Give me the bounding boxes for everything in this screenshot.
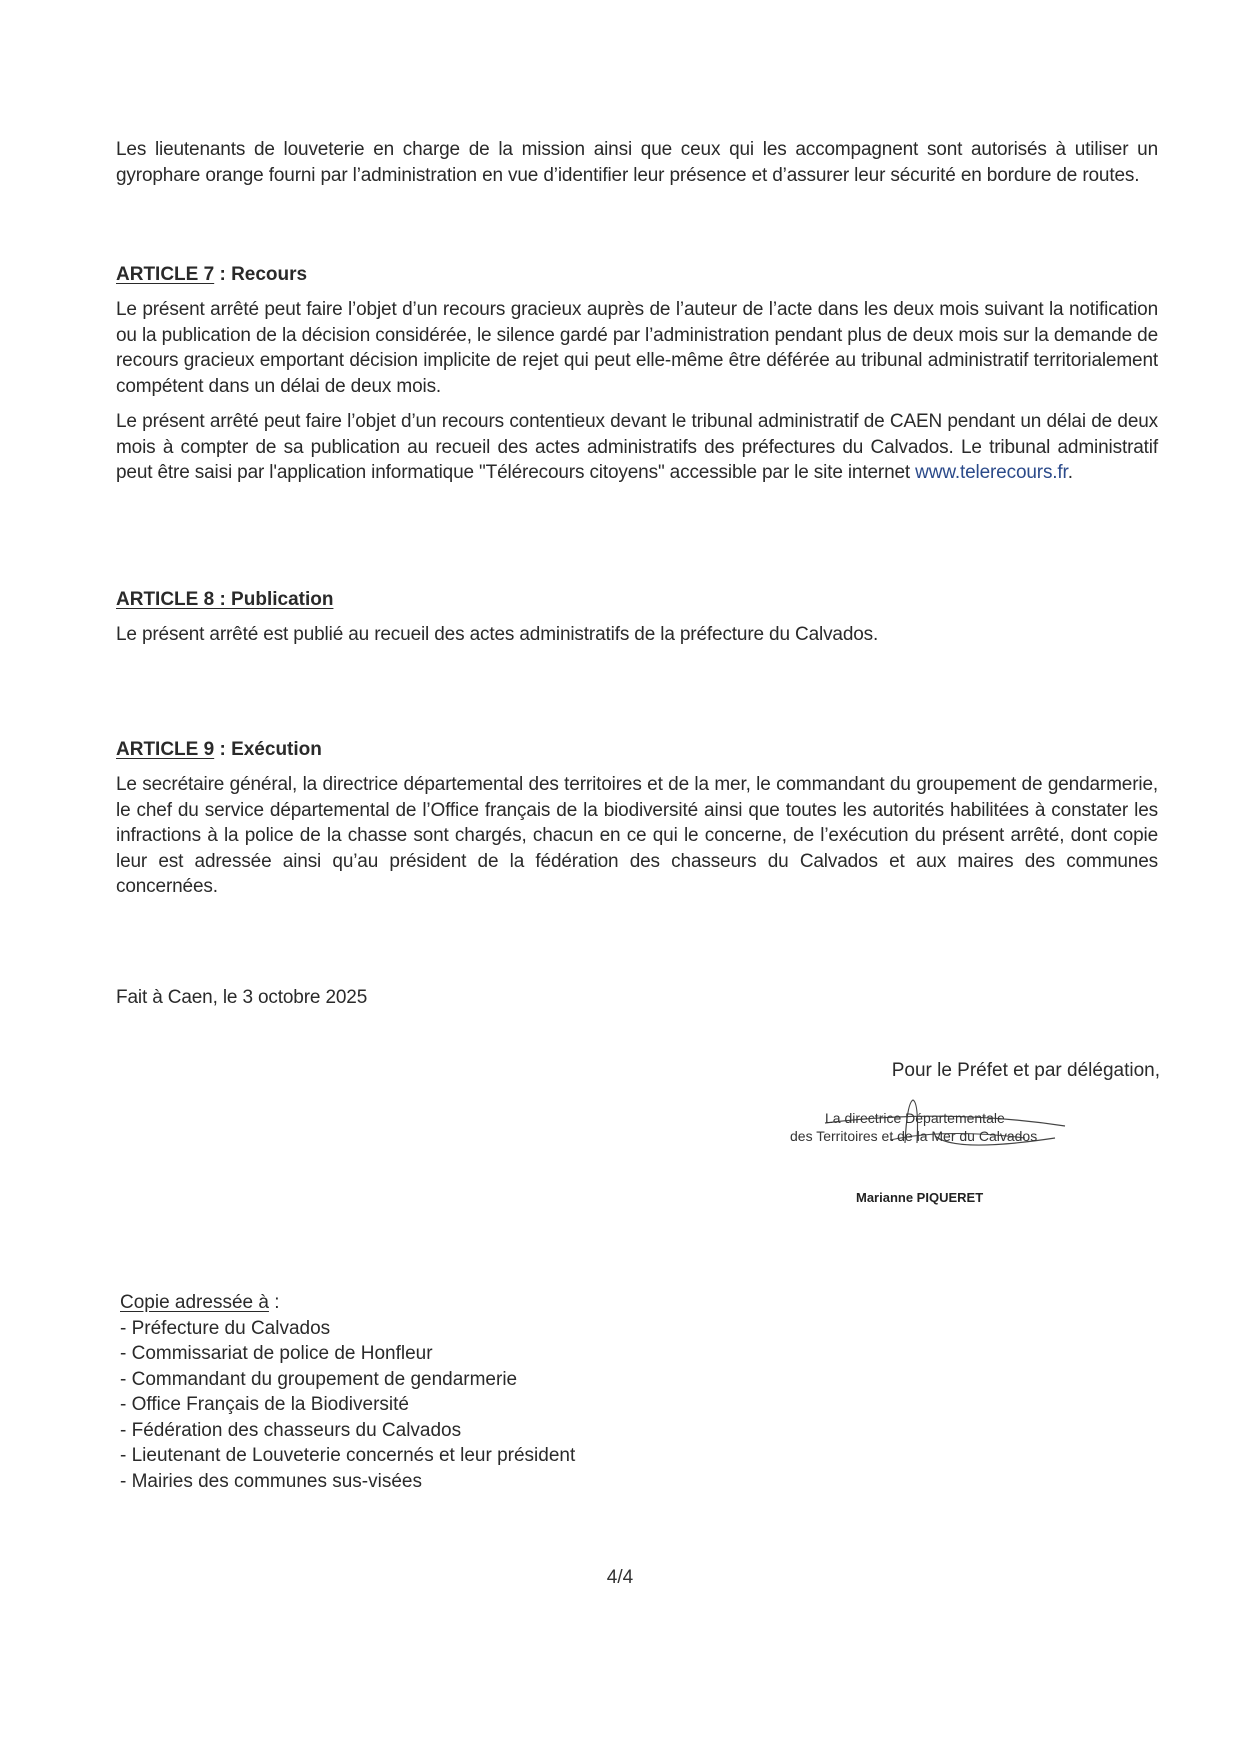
copy-recipient: - Préfecture du Calvados [120,1317,331,1339]
article-8-paragraph: Le présent arrêté est publié au recueil des actes administratifs de la préfecture du Calvados. [116,624,879,645]
stamp-line-1: La directrice Départementale [825,1110,1005,1126]
article-7-paragraph-1: Le présent arrêté peut faire l’objet d’un recours gracieux auprès de l’auteur de l’acte dans les deux mois suivant la notification ou la publication de la décision considérée, le silence gardé par l’administration pendant plus de deux mois sur la demande de recours gracieux emportant décision implicite de rejet qui peut elle-même être déférée au tribunal administratif territorialement compétent dans un délai de deux mois. [116,299,1158,397]
intro-paragraph: Les lieutenants de louveterie en charge de la mission ainsi que ceux qui les accompagnent sont autorisés à utiliser un gyrophare orange fourni par l’administration en vue d’identifier leur présence et d’assurer leur sécurité en bordure de routes. [116,139,1158,186]
copy-recipient: - Fédération des chasseurs du Calvados [120,1419,462,1441]
stamp-line-2: des Territoires et de la Mer du Calvados [790,1128,1038,1144]
article-9 [116,737,1158,900]
copies-title: Copie adressée à [120,1292,269,1313]
page-number: 4/4 [606,1567,634,1588]
article-7-title: : Recours [214,264,308,285]
article-8-heading [116,587,1158,612]
article-9-heading [116,737,1158,762]
intro-section [116,137,1158,188]
copies-title-suffix: : [268,1292,280,1313]
article-7-paragraph-2 [116,409,1158,486]
signature-block [780,1060,1160,1082]
article-8 [116,587,1158,648]
copy-recipient: - Mairies des communes sus-visées [120,1470,422,1492]
article-9-paragraph: Le secrétaire général, la directrice départemental des territoires et de la mer, le commandant du groupement de gendarmerie, le chef du service départemental de l’Office français de la biodiversité ainsi que toutes les autorités habilitées à constater les infractions à la police de la chasse sont chargés, chacun en ce qui le concerne, de l’exécution du présent arrêté, dont copie leur est adressée ainsi qu’au président de la fédération des chasseurs du Calvados et aux maires des communes concernées. [116,774,1158,897]
copy-recipient: - Office Français de la Biodiversité [120,1394,409,1415]
telerecours-link[interactable]: www.telerecours.fr [915,462,1068,483]
copy-recipient: - Lieutenant de Louveterie concernés et leur président [120,1445,576,1466]
article-7 [116,262,1158,486]
article-9-number: ARTICLE 9 [116,739,215,760]
article-7-heading [116,262,1158,287]
signature-lead: Pour le Préfet et par délégation, [891,1060,1160,1081]
article-7-paragraph-2-text: Le présent arrêté peut faire l’objet d’un recours contentieux devant le tribunal administratif de CAEN pendant un délai de deux mois à compter de sa publication au recueil des actes administratifs des préfectures du Calvados. Le tribunal administratif peut être saisi par l'application informatique "Télérecours citoyens" accessible par le site internet [116,411,1158,483]
signer-name: Marianne PIQUERET [856,1190,984,1205]
copies-heading [120,1290,575,1316]
place-date-section [116,985,1158,1011]
article-9-title: : Exécution [214,739,322,760]
article-8-number: ARTICLE 8 : Publication [116,589,334,610]
copy-recipient: - Commissariat de police de Honfleur [120,1343,433,1364]
paragraph-end-period: . [1067,462,1073,483]
copies-section [120,1290,575,1494]
place-date: Fait à Caen, le 3 octobre 2025 [116,987,368,1008]
copies-list [120,1316,575,1495]
article-7-number: ARTICLE 7 [116,264,215,285]
copy-recipient: - Commandant du groupement de gendarmerie [120,1368,518,1390]
